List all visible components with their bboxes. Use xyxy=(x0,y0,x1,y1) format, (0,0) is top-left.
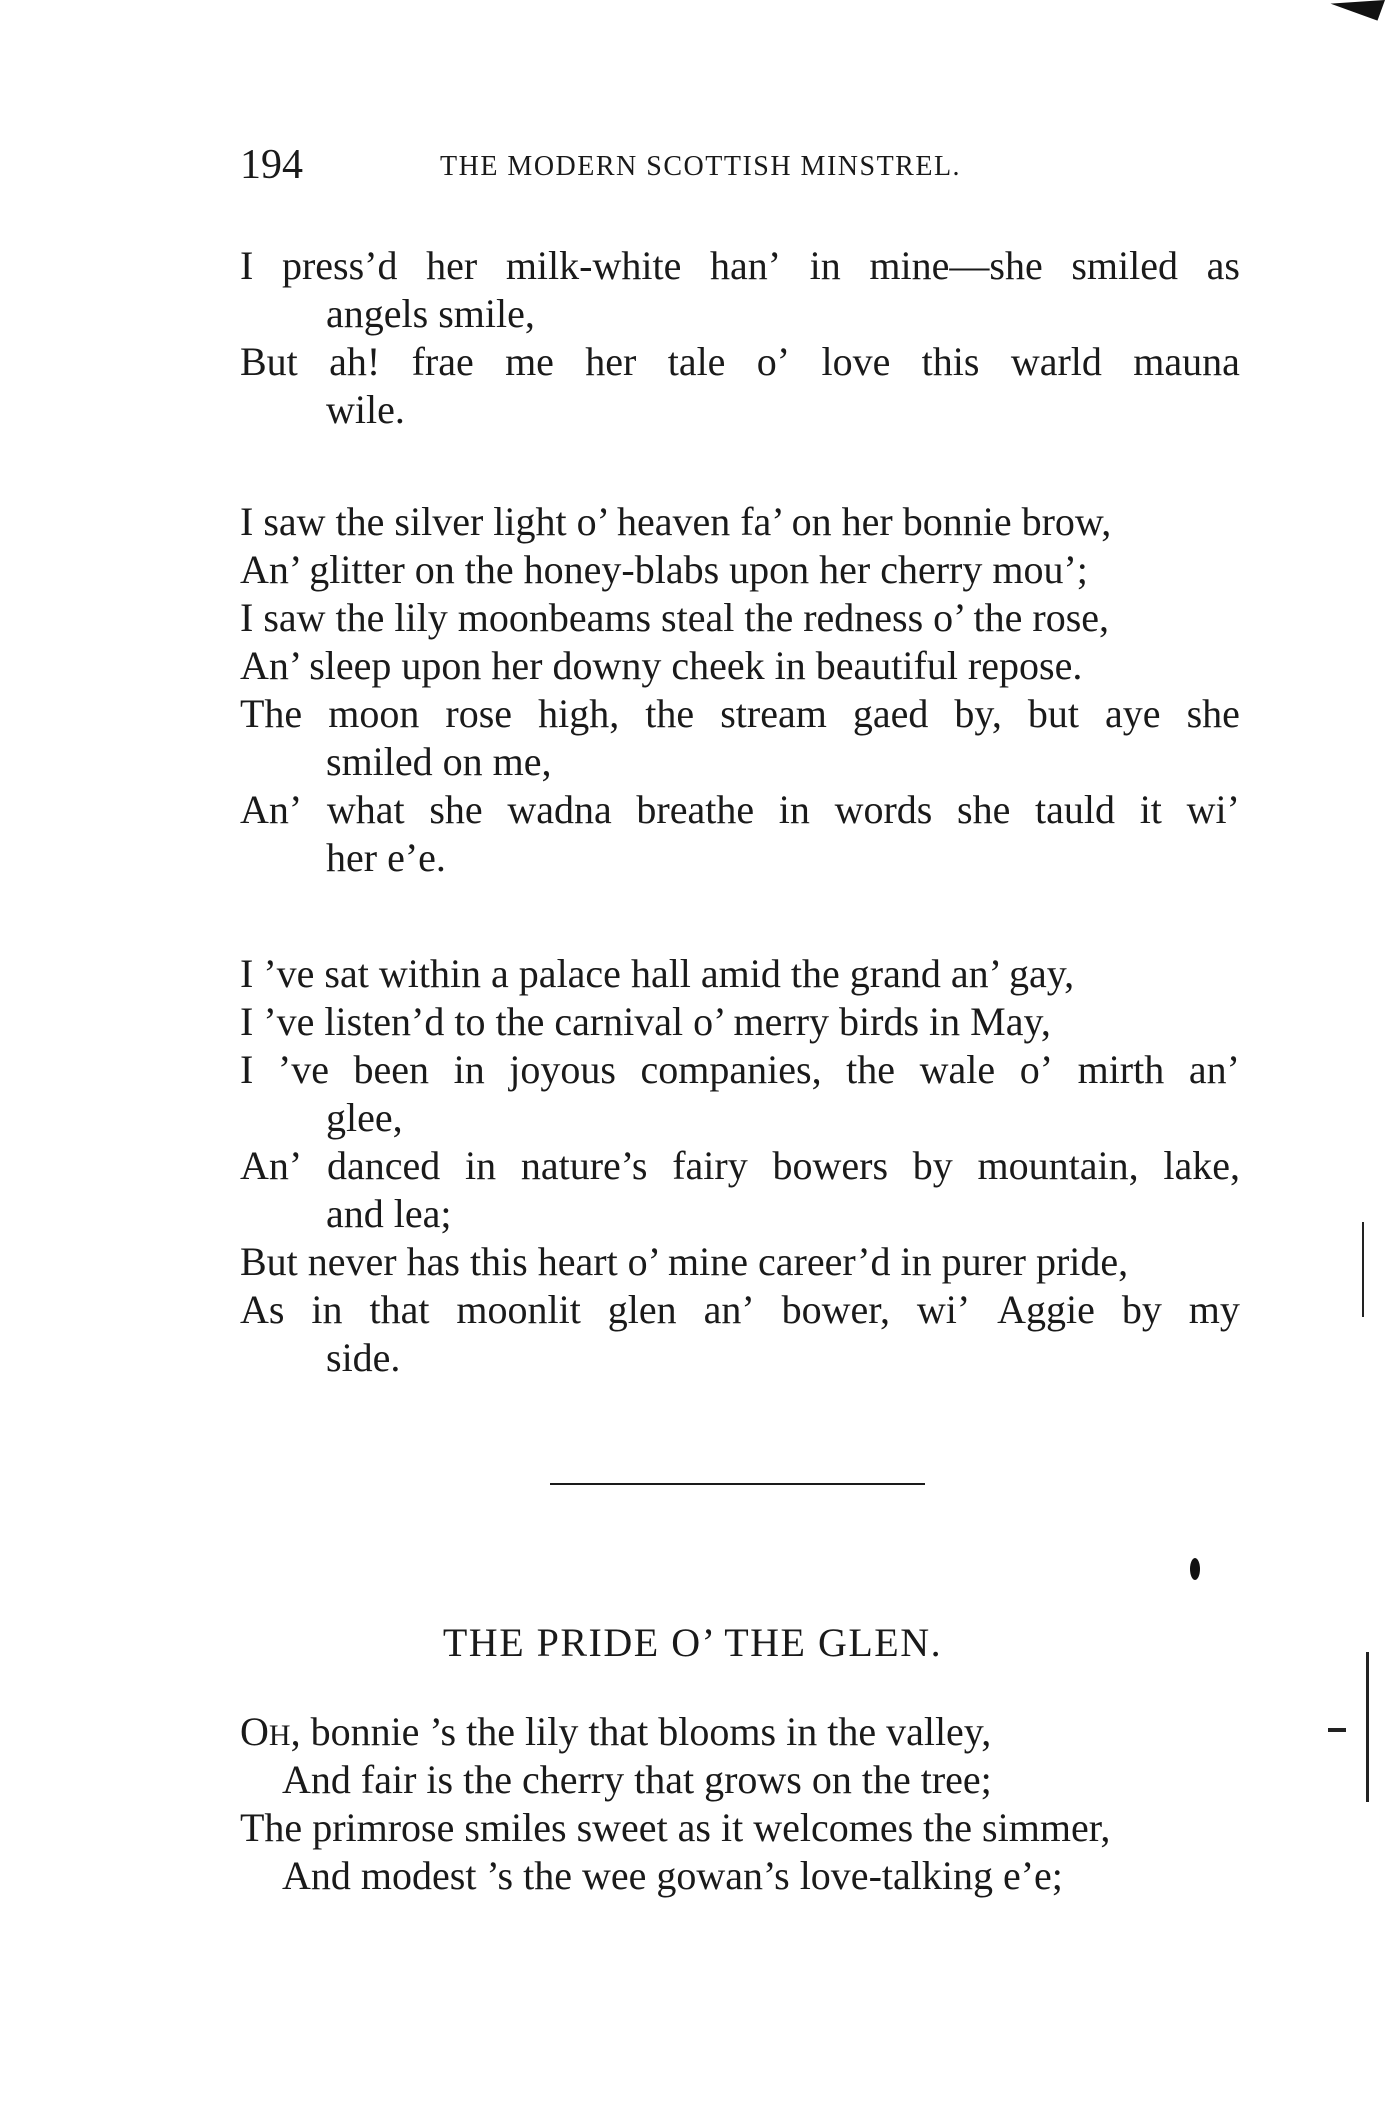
word: words xyxy=(834,787,933,832)
word: breathe xyxy=(636,787,755,832)
verse-line: I saw the silver light o’ heaven fa’ on her bonnie brow, xyxy=(240,499,1112,544)
word: this xyxy=(921,339,980,384)
word: wadna xyxy=(507,787,612,832)
word: The xyxy=(240,691,303,736)
verse-line: An’ sleep upon her downy cheek in beautiful repose. xyxy=(240,643,1083,688)
word: mountain, xyxy=(977,1143,1139,1188)
page-number: 194 xyxy=(240,142,303,188)
verse-line xyxy=(240,1142,1240,1190)
word: As xyxy=(240,1287,285,1332)
word: o’ xyxy=(1019,1047,1054,1092)
verse-line: I saw the lily moonbeams steal the redness o’ the rose, xyxy=(240,595,1110,640)
word: mauna xyxy=(1133,339,1240,384)
verse-line-continuation: side. xyxy=(326,1335,401,1380)
word: her xyxy=(585,339,637,384)
word: warld xyxy=(1010,339,1102,384)
word: stream xyxy=(720,691,827,736)
word: But xyxy=(240,339,298,384)
word: in xyxy=(778,787,810,832)
word: love xyxy=(821,339,891,384)
word: An’ xyxy=(240,1143,303,1188)
running-head xyxy=(240,140,1240,190)
word: by, xyxy=(954,691,1002,736)
verse-line: And fair is the cherry that grows on the tree; xyxy=(282,1757,992,1802)
word: An’ xyxy=(240,787,303,832)
word: mine—she xyxy=(869,243,1043,288)
word: high, xyxy=(538,691,620,736)
word: what xyxy=(326,787,405,832)
word: me xyxy=(505,339,554,384)
word: in xyxy=(464,1143,497,1188)
word: glen xyxy=(607,1287,677,1332)
word: frae xyxy=(411,339,474,384)
word: ah! xyxy=(329,339,381,384)
word: wale xyxy=(919,1047,996,1092)
poem-title: THE PRIDE O’ THE GLEN. xyxy=(442,1620,943,1665)
word: companies, xyxy=(640,1047,822,1092)
word: she xyxy=(429,787,483,832)
ink-blot xyxy=(1190,1558,1200,1580)
word: as xyxy=(1206,243,1240,288)
word: tale xyxy=(667,339,726,384)
word: an’ xyxy=(1188,1047,1240,1092)
verse-line xyxy=(240,338,1240,386)
verse-line xyxy=(240,242,1240,290)
word: joyous xyxy=(509,1047,616,1092)
word: in xyxy=(809,243,841,288)
word: bowers xyxy=(772,1143,889,1188)
verse-line: I ’ve listen’d to the carnival o’ merry birds in May, xyxy=(240,999,1051,1044)
verse-line xyxy=(240,1046,1240,1094)
verse-line xyxy=(240,1708,991,1760)
word: wi’ xyxy=(1186,787,1240,832)
verse-line: But never has this heart o’ mine career’d in purer pride, xyxy=(240,1239,1129,1284)
word: Aggie xyxy=(997,1287,1095,1332)
word: but xyxy=(1027,691,1079,736)
word: that xyxy=(369,1287,430,1332)
verse-line: The primrose smiles sweet as it welcomes the simmer, xyxy=(240,1805,1111,1850)
verse-line-continuation: angels smile, xyxy=(326,291,535,336)
verse-line-continuation: her e’e. xyxy=(326,835,446,880)
word: fairy xyxy=(672,1143,748,1188)
drop-word-cap: O xyxy=(240,1709,269,1754)
word: han’ xyxy=(709,243,782,288)
corner-scan-mark xyxy=(1330,0,1385,21)
verse-line-continuation: and lea; xyxy=(326,1191,452,1236)
verse-line xyxy=(240,690,1240,738)
word: lake, xyxy=(1163,1143,1240,1188)
scan-edge-mark xyxy=(1366,1652,1369,1802)
verse-line xyxy=(240,786,1240,834)
word: the xyxy=(846,1047,896,1092)
verse-line-continuation: glee, xyxy=(326,1095,403,1140)
word: o’ xyxy=(756,339,791,384)
verse-line-continuation: wile. xyxy=(326,387,405,432)
word: been xyxy=(353,1047,430,1092)
word: her xyxy=(426,243,478,288)
word: smiled xyxy=(1071,243,1179,288)
word: ’ve xyxy=(277,1047,329,1092)
word: gaed xyxy=(852,691,929,736)
drop-word-smallcaps: H xyxy=(268,1719,291,1752)
word: in xyxy=(453,1047,485,1092)
running-title: THE MODERN SCOTTISH MINSTREL. xyxy=(440,151,962,182)
scan-edge-mark xyxy=(1362,1222,1364,1317)
scan-edge-mark xyxy=(1328,1728,1346,1732)
section-divider xyxy=(550,1483,925,1485)
word: tauld xyxy=(1035,787,1116,832)
word: aye xyxy=(1105,691,1161,736)
word: nature’s xyxy=(520,1143,648,1188)
word: by xyxy=(1121,1287,1162,1332)
verse-line: An’ glitter on the honey-blabs upon her cherry mou’; xyxy=(240,547,1088,592)
word: I xyxy=(240,1047,254,1092)
word: rose xyxy=(445,691,513,736)
word: my xyxy=(1188,1287,1240,1332)
word: press’d xyxy=(281,243,398,288)
verse-line-text: , bonnie ’s the lily that blooms in the valley, xyxy=(290,1709,992,1754)
word: it xyxy=(1139,787,1162,832)
word: wi’ xyxy=(916,1287,971,1332)
word: danced xyxy=(326,1143,441,1188)
verse-line: I ’ve sat within a palace hall amid the grand an’ gay, xyxy=(240,951,1075,996)
verse-line-continuation: smiled on me, xyxy=(326,739,552,784)
word: the xyxy=(645,691,695,736)
verse-line: And modest ’s the wee gowan’s love-talking e’e; xyxy=(282,1853,1063,1898)
word: moon xyxy=(328,691,420,736)
word: mirth xyxy=(1077,1047,1165,1092)
word: an’ xyxy=(703,1287,755,1332)
word: milk-white xyxy=(505,243,682,288)
word: bower, xyxy=(781,1287,890,1332)
word: moonlit xyxy=(456,1287,581,1332)
word: by xyxy=(912,1143,953,1188)
word: I xyxy=(240,243,254,288)
verse-line xyxy=(240,1286,1240,1334)
word: in xyxy=(311,1287,343,1332)
word: she xyxy=(1186,691,1240,736)
word: she xyxy=(957,787,1011,832)
